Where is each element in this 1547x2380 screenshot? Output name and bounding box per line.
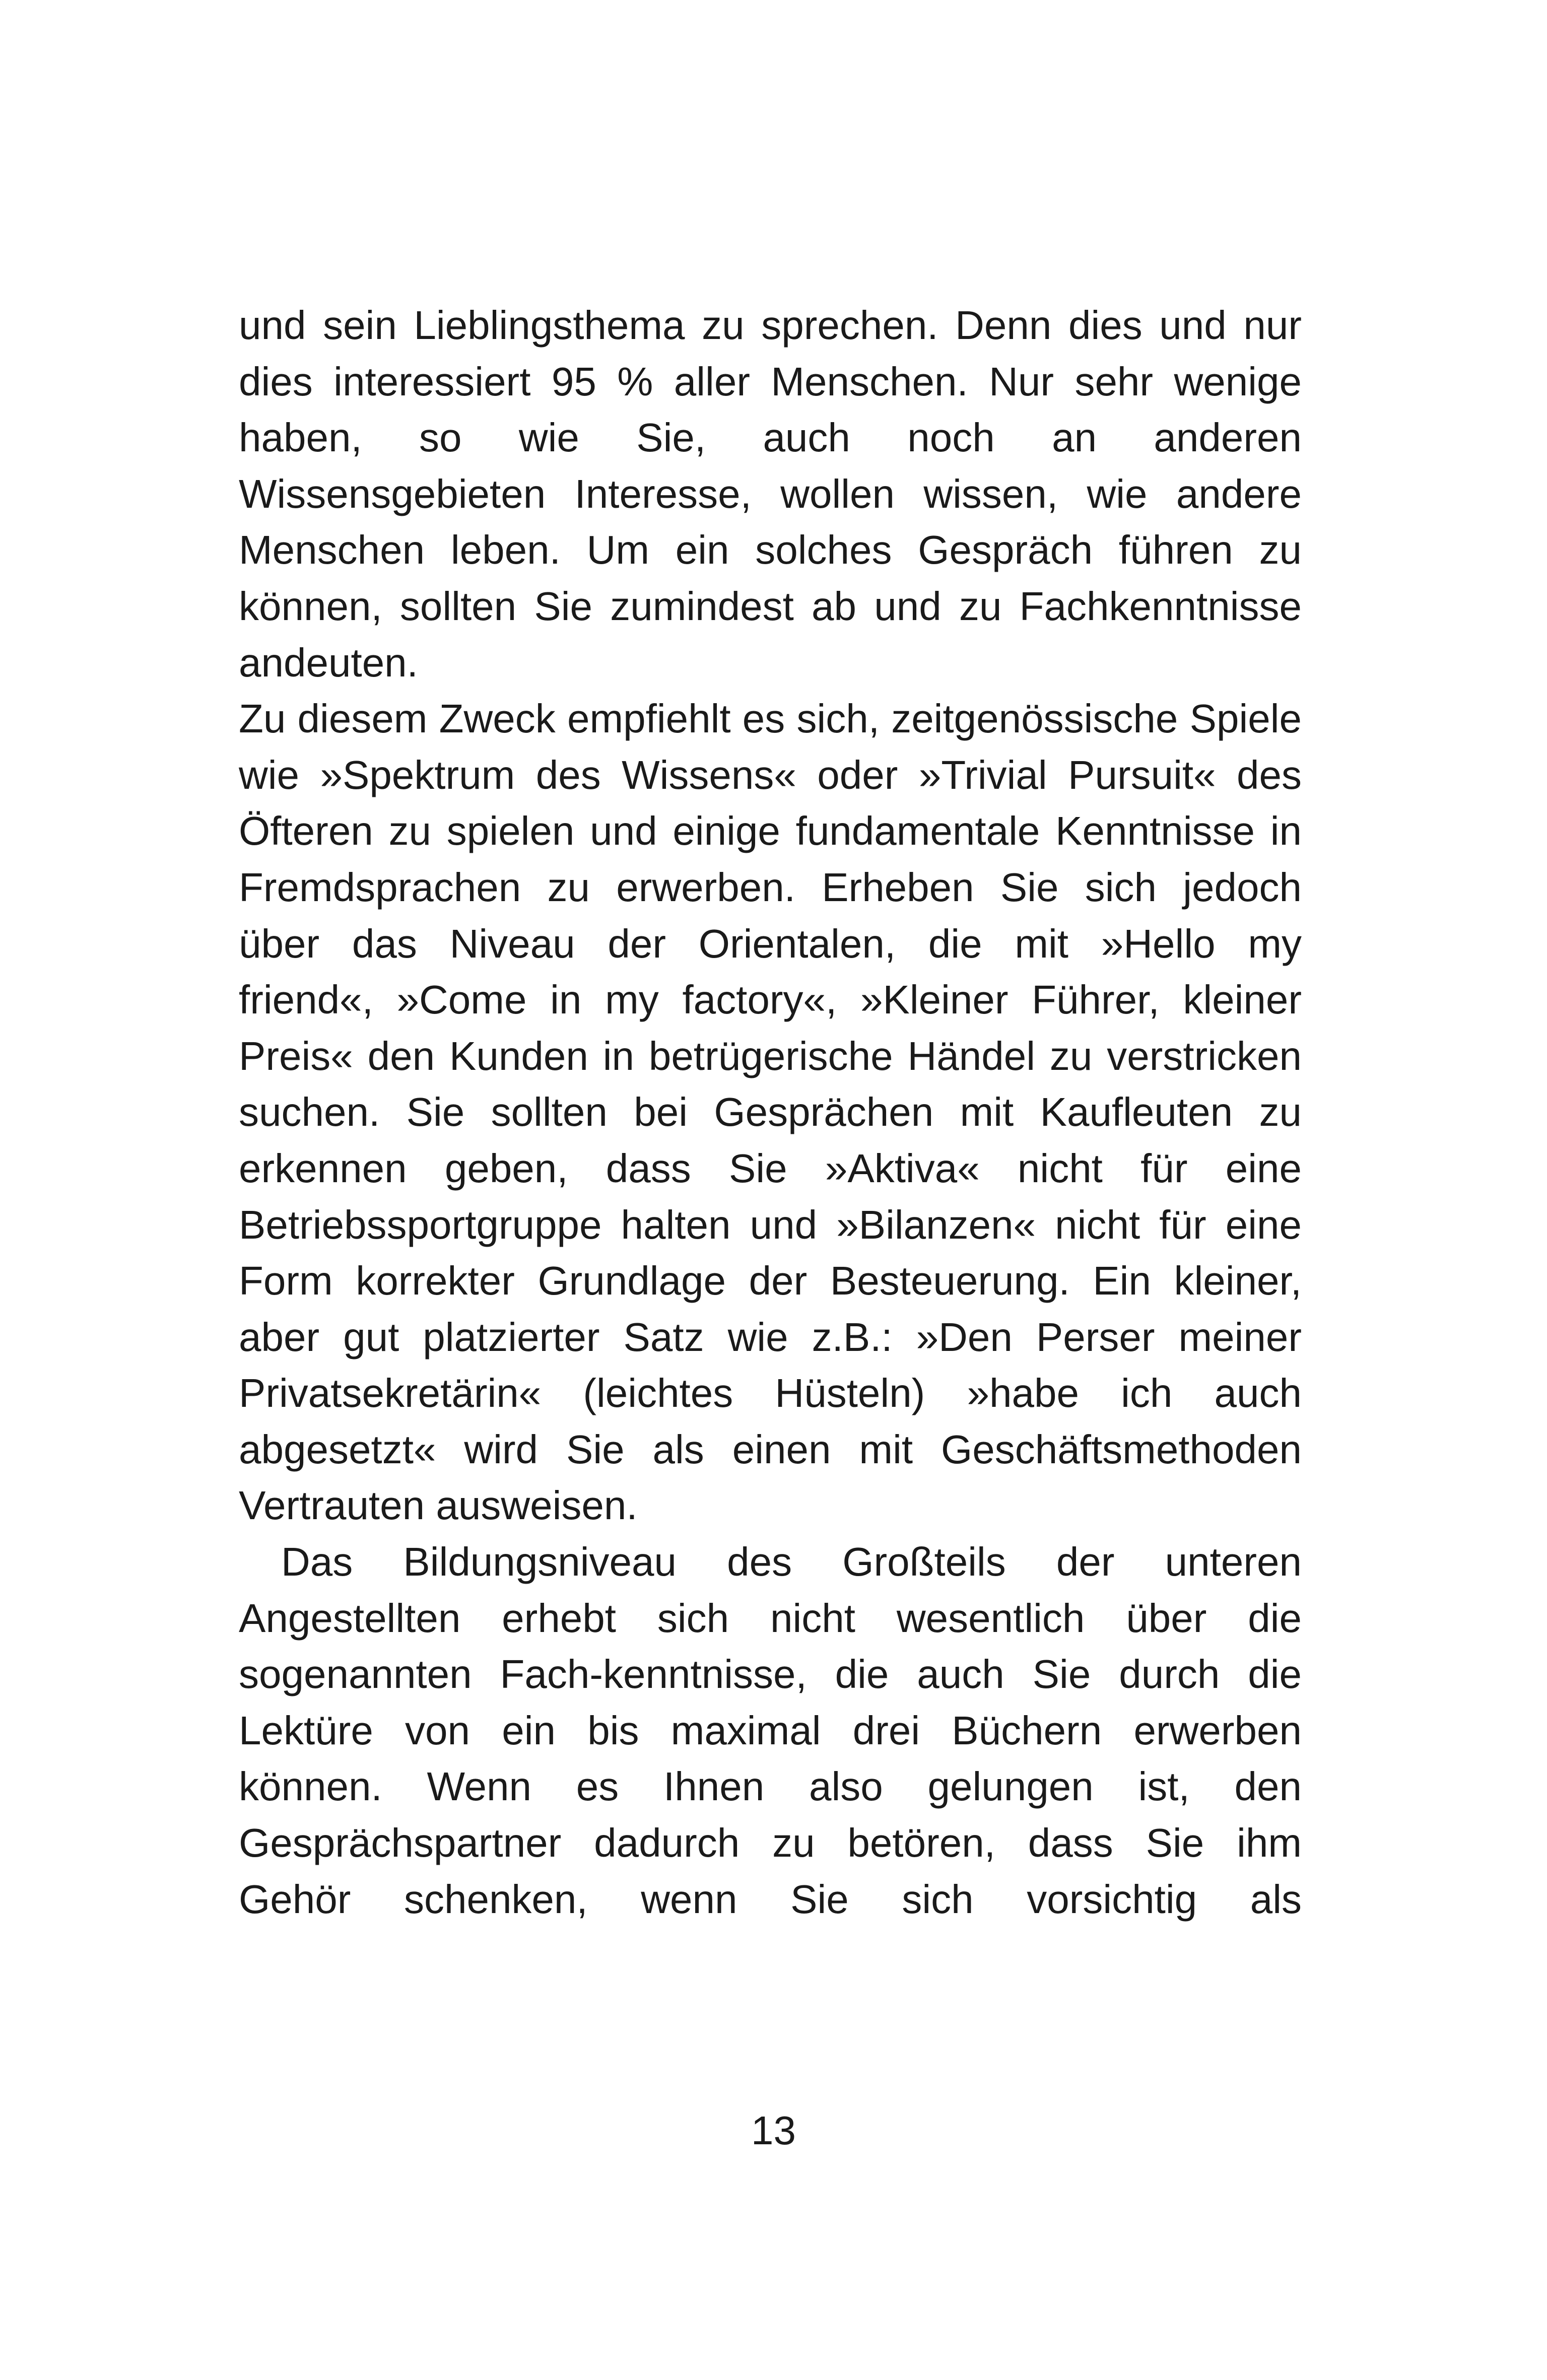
text-line: abgesetzt« wird Sie als einen mit Geschäftsmethoden xyxy=(239,1426,1302,1472)
text-line: über das Niveau der Orientalen, die mit »Hello my xyxy=(239,921,1302,966)
text-line: andeuten. xyxy=(239,640,418,685)
text-line: Das Bildungsniveau des Großteils der unteren xyxy=(281,1539,1302,1585)
text-line: dies interessiert 95 % aller Menschen. Nur sehr wenige xyxy=(239,359,1302,404)
text-line: Betriebssportgruppe halten und »Bilanzen« nicht für eine xyxy=(239,1202,1302,1247)
body-text xyxy=(239,297,1302,1927)
text-line: suchen. Sie sollten bei Gesprächen mit Kaufleuten zu xyxy=(239,1090,1302,1135)
text-line: Lektüre von ein bis maximal drei Büchern erwerben xyxy=(239,1708,1302,1753)
text-line: und sein Lieblingsthema zu sprechen. Denn dies und nur xyxy=(239,303,1302,348)
text-line: wie »Spektrum des Wissens« oder »Trivial Pursuit« des xyxy=(239,752,1302,797)
page-number: 13 xyxy=(751,2108,796,2153)
text-line: Gehör schenken, wenn Sie sich vorsichtig als xyxy=(239,1876,1302,1922)
text-line: sogenannten Fach-kenntnisse, die auch Sie durch die xyxy=(239,1652,1302,1697)
text-line: Privatsekretärin« (leichtes Hüsteln) »habe ich auch xyxy=(239,1371,1302,1416)
text-line: Wissensgebieten Interesse, wollen wissen, wie andere xyxy=(239,471,1302,516)
text-line: Angestellten erhebt sich nicht wesentlich über die xyxy=(239,1595,1302,1641)
text-line: friend«, »Come in my factory«, »Kleiner Führer, kleiner xyxy=(239,977,1302,1023)
text-line: Preis« den Kunden in betrügerische Händel zu verstricken xyxy=(239,1033,1302,1078)
text-line: Menschen leben. Um ein solches Gespräch führen zu xyxy=(239,527,1302,573)
text-line: Öfteren zu spielen und einige fundamentale Kenntnisse in xyxy=(239,808,1302,854)
text-line: Fremdsprachen zu erwerben. Erheben Sie sich jedoch xyxy=(239,864,1302,910)
text-line: Form korrekter Grundlage der Besteuerung. Ein kleiner, xyxy=(239,1258,1302,1304)
text-line: aber gut platzierter Satz wie z.B.: »Den Perser meiner xyxy=(239,1314,1302,1359)
text-line: können. Wenn es Ihnen also gelungen ist, den xyxy=(239,1764,1302,1809)
text-line: Gesprächspartner dadurch zu betören, dass Sie ihm xyxy=(239,1820,1302,1866)
text-line: Vertrauten ausweisen. xyxy=(239,1483,638,1528)
text-line: können, sollten Sie zumindest ab und zu Fachkenntnisse xyxy=(239,583,1302,629)
text-line: Zu diesem Zweck empfiehlt es sich, zeitgenössische Spiele xyxy=(239,696,1302,741)
text-line: erkennen geben, dass Sie »Aktiva« nicht für eine xyxy=(239,1145,1302,1191)
text-line: haben, so wie Sie, auch noch an anderen xyxy=(239,415,1302,460)
